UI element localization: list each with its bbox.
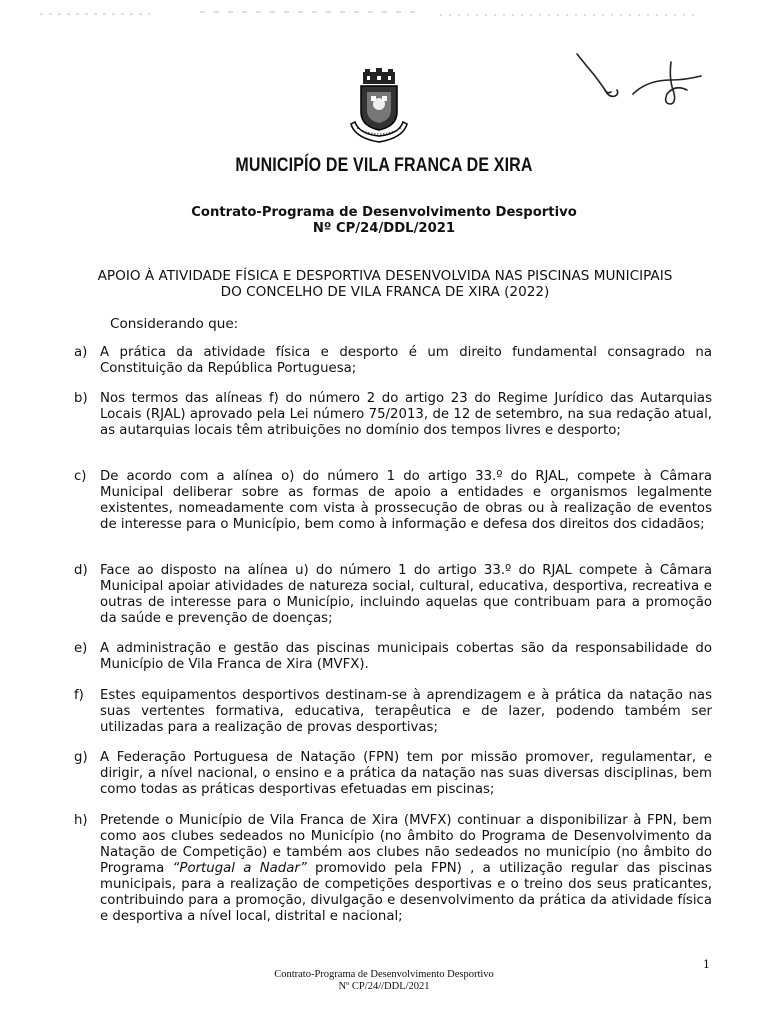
- clause-e: [76, 641, 712, 673]
- clause-h: [76, 813, 712, 925]
- municipality-title: MUNICIPÍO DE VILA FRANCA DE XIRA: [235, 154, 533, 176]
- clause-letter: f): [74, 688, 84, 703]
- clause-d: [76, 563, 712, 627]
- clause-text: [100, 813, 712, 925]
- clause-text: A administração e gestão das piscinas municipais cobertas são da responsabilidade do Município de Vila Franca de Xira (MVFX).: [100, 641, 712, 672]
- page-number: 1: [703, 958, 710, 971]
- page-footer: [0, 969, 768, 993]
- clause-c: [76, 469, 712, 533]
- clause-text: A Federação Portuguesa de Natação (FPN) tem por missão promover, regulamentar, e dirigir, a nível nacional, o ensino e a prática da natação nas suas diversas disciplinas, bem como todas as práticas desportivas efetuadas em piscinas;: [100, 750, 712, 797]
- clause-a: [76, 345, 712, 377]
- program-name: “Portugal a Nadar”: [172, 861, 307, 876]
- subject-heading: [40, 268, 730, 300]
- contract-heading: [0, 205, 768, 237]
- clause-letter: c): [74, 469, 87, 484]
- clause-letter: g): [74, 750, 88, 765]
- handwritten-signature: [575, 50, 710, 110]
- clause-letter: d): [74, 563, 88, 578]
- footer-number: Nº CP/24//DDL/2021: [338, 981, 430, 992]
- clause-text: De acordo com a alínea o) do número 1 do artigo 33.º do RJAL, compete à Câmara Municipal deliberar sobre as formas de apoio a entidades e organismos legalmente existentes, nomeadamente com vista à prossecução de obras ou à realização de eventos de interesse para o Município, bem como à informação e defesa dos direitos dos cidadãos;: [100, 469, 712, 532]
- subject-line-2: DO CONCELHO DE VILA FRANCA DE XIRA (2022): [220, 284, 550, 300]
- contract-title: Contrato-Programa de Desenvolvimento Desportivo: [191, 205, 577, 220]
- clause-text: Face ao disposto na alínea u) do número 1 do artigo 33.º do RJAL compete à Câmara Municipal apoiar atividades de natureza social, cultural, educativa, desportiva, recreativa e outras de interesse para o Município, incluindo aquelas que contribuam para a promoção da saúde e prevenção de doenças;: [100, 563, 712, 626]
- clause-letter: b): [74, 391, 88, 406]
- clause-text: A prática da atividade física e desporto é um direito fundamental consagrado na Constituição da República Portuguesa;: [100, 345, 712, 376]
- clause-text-part: Pretende o Município de Vila Franca de Xira (MVFX) continuar a disponibilizar à FPN, bem como aos clubes sedeados no Município (no âmbito do Programa de Desenvolvimento da Natação de Competição) e também aos clubes não sedeados no município (no âmbito do Programa: [100, 813, 712, 876]
- clause-f: [76, 688, 712, 736]
- clause-letter: e): [74, 641, 88, 656]
- considering-intro: Considerando que:: [110, 316, 239, 332]
- clause-b: [76, 391, 712, 439]
- clause-letter: a): [74, 345, 88, 360]
- clause-letter: h): [74, 813, 88, 828]
- clause-g: [76, 750, 712, 798]
- clause-text: Estes equipamentos desportivos destinam-se à aprendizagem e à prática da natação nas suas vertentes formativa, educativa, terapêutica e de lazer, podendo também ser utilizadas para a realização de provas desportivas;: [100, 688, 712, 735]
- subject-line-1: APOIO À ATIVIDADE FÍSICA E DESPORTIVA DESENVOLVIDA NAS PISCINAS MUNICIPAIS: [97, 268, 673, 284]
- municipal-crest-icon: [345, 68, 413, 148]
- footer-title: Contrato-Programa de Desenvolvimento Desportivo: [274, 969, 494, 980]
- clause-text-part: promovido pela FPN) , a utilização regular das piscinas municipais, para a realização de competições desportivas e o treino dos seus praticantes, contribuindo para a promoção, divulgação e desenvolvimento da prática da atividade física e desportiva a nível local, distrital e nacional;: [100, 861, 712, 924]
- clause-text: Nos termos das alíneas f) do número 2 do artigo 23 do Regime Jurídico das Autarquias Locais (RJAL) aprovado pela Lei número 75/2013, de 12 de setembro, na sua redação atual, as autarquias locais têm atribuições no domínio dos tempos livres e desporto;: [100, 391, 712, 438]
- scan-noise: [0, 6, 768, 20]
- contract-number: Nº CP/24/DDL/2021: [312, 221, 456, 236]
